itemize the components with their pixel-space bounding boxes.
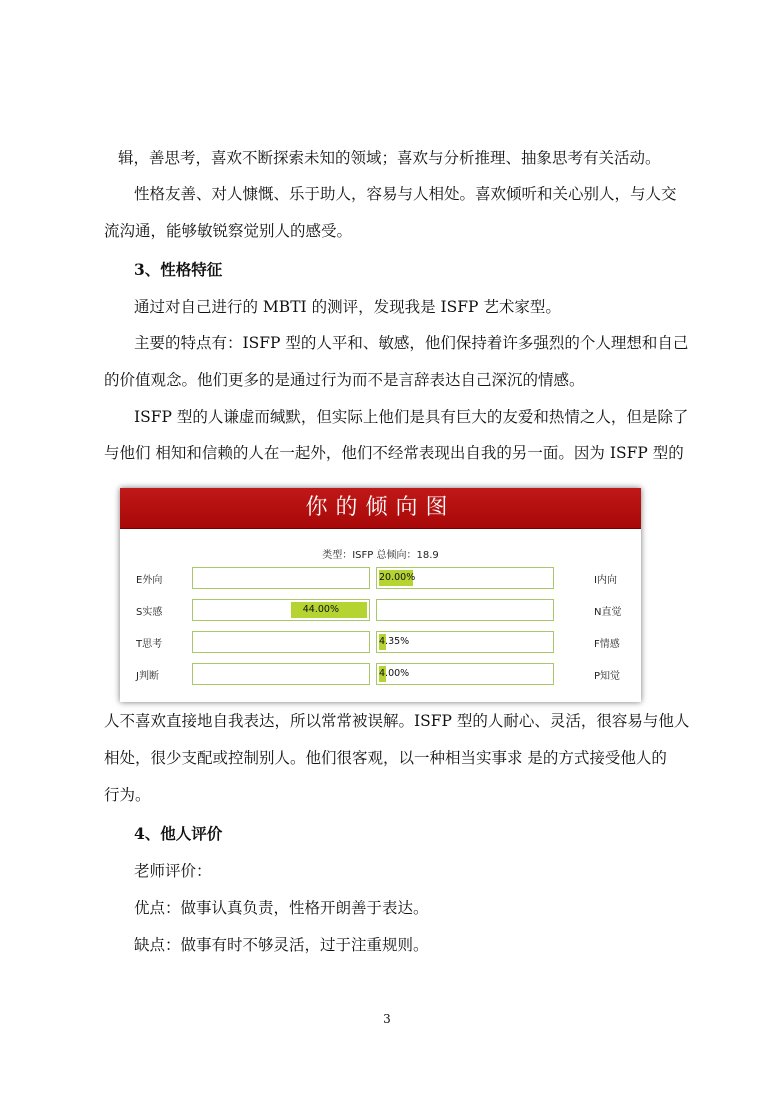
percent-label: 20.00% (379, 572, 416, 583)
left-bar-track (192, 663, 370, 685)
tendency-row (120, 631, 641, 653)
left-bar-track (192, 599, 370, 621)
paragraph-2: 性格友善、对人慷慨、乐于助人，容易与人相处。喜欢倾听和关心别人，与人交 (134, 185, 677, 203)
paragraph-8: 与他们 相知和信赖的人在一起外，他们不经常表现出自我的另一面。因为 ISFP 型的 (104, 444, 684, 462)
left-trait-label: S实感 (136, 607, 163, 618)
tendency-row (120, 599, 641, 621)
paragraph-3: 流沟通，能够敏锐察觉别人的感受。 (104, 222, 353, 240)
percent-label: 4.35% (379, 636, 410, 647)
section-heading-3: 3、性格特征 (134, 260, 223, 279)
paragraph-5: 主要的特点有：ISFP 型的人平和、敏感，他们保持着许多强烈的个人理想和自己 (134, 334, 689, 352)
right-bar-track (376, 567, 554, 589)
figure-summary: 类型：ISFP 总倾向：18.9 (322, 550, 439, 561)
paragraph-11: 行为。 (104, 786, 151, 804)
left-bar-track (192, 567, 370, 589)
paragraph-13: 优点：做事认真负责，性格开朗善于表达。 (134, 899, 429, 917)
percent-label: 4.00% (379, 668, 410, 679)
paragraph-9: 人不喜欢直接地自我表达，所以常常被误解。ISFP 型的人耐心、灵活，很容易与他人 (104, 712, 690, 730)
percent-label: 44.00% (302, 604, 339, 615)
paragraph-14: 缺点：做事有时不够灵活，过于注重规则。 (134, 936, 429, 954)
tendency-row (120, 567, 641, 589)
right-trait-label: P知觉 (594, 671, 621, 682)
figure-header (120, 488, 641, 529)
right-bar-track (376, 663, 554, 685)
right-bar-track (376, 631, 554, 653)
left-trait-label: T思考 (136, 639, 163, 650)
page-number: 3 (383, 1012, 391, 1026)
right-bar-track (376, 599, 554, 621)
right-trait-label: N直觉 (594, 607, 622, 618)
left-trait-label: J判断 (136, 671, 159, 682)
left-trait-label: E外向 (136, 575, 163, 586)
paragraph-1: 辑，善思考，喜欢不断探索未知的领域；喜欢与分析推理、抽象思考有关活动。 (118, 149, 661, 167)
section-heading-4: 4、他人评价 (134, 824, 223, 843)
paragraph-7: ISFP 型的人谦虚而缄默，但实际上他们是具有巨大的友爱和热情之人，但是除了 (134, 408, 689, 426)
mbti-tendency-figure (120, 488, 641, 702)
paragraph-10: 相处，很少支配或控制别人。他们很客观，以一种相当实事求 是的方式接受他人的 (104, 749, 667, 767)
figure-title: 你的倾向图 (305, 495, 456, 520)
right-trait-label: F情感 (594, 639, 620, 650)
right-trait-label: I内向 (594, 575, 617, 586)
paragraph-4: 通过对自己进行的 MBTI 的测评，发现我是 ISFP 艺术家型。 (134, 298, 561, 316)
tendency-row (120, 663, 641, 685)
paragraph-6: 的价值观念。他们更多的是通过行为而不是言辞表达自己深沉的情感。 (104, 371, 585, 389)
left-bar-track (192, 631, 370, 653)
paragraph-12: 老师评价： (134, 862, 212, 880)
